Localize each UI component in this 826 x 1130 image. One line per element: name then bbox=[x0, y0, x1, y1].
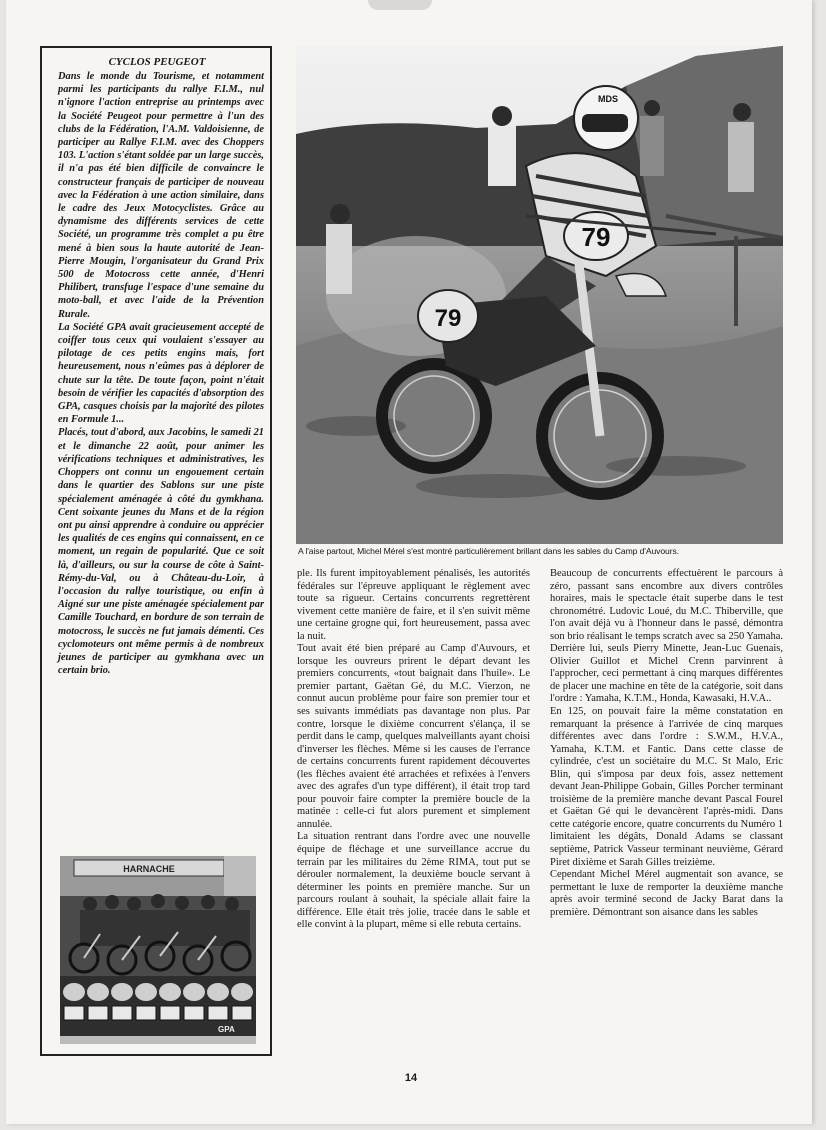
article-paragraph: En 125, on pouvait faire la même constatation en remarquant la présence à l'arrivée de cinq marques différentes avec dans l'ordre : S.W.M., H.V.A., Yamaha, K.T.M. et Fantic. Dans cette classe de cylindrée, c'est un sociétaire du M.C. St Malo, Eric Blin, qui s'imposa par deux fois, assez nettement devant Jean-Philippe Gobain, Gilles Porcher terminant troisième de la première manche devant Pascal Fourel et Gaëtan Gé qui le devancèrent l'après-midi. Dans cette catégorie encore, quatre concurrents du Numéro 1 limitaient les dégâts, Donald Adams se classant septième, Patrick Vasseur terminant neuvième, Gérard Piret dixième et Sarah Gilles treizième. bbox=[550, 706, 783, 868]
choppers-photo bbox=[60, 856, 256, 1044]
side-number-plate: 79 bbox=[434, 305, 462, 332]
helmet-text: MDS bbox=[598, 94, 618, 104]
sidebar-title: CYCLOS PEUGEOT bbox=[108, 56, 206, 68]
article-paragraph: La situation rentrant dans l'ordre avec une nouvelle équipe de fléchage et une surveillance accrue du terrain par les militaires du 2ème RIMA, tout put se dérouler normalement, la deuxième boucle servant à déterminer les points en première manche. Sur un parcours roulant à souhait, la spéciale allait faire la différence. Elle était très jolie, tracée dans le sable et elle convint à la plupart, même si elle rebuta certains. bbox=[297, 831, 530, 931]
front-number-plate: 79 bbox=[581, 222, 611, 252]
sidebar-paragraph: Placés, tout d'abord, aux Jacobins, le samedi 21 et le dimanche 22 août, pour animer les vérifications techniques et administratives, les Choppers ont connu un engouement certain dans le quartier des Sablons sur une piste spécialement aménagée à côté du gymkhana. Cent soixante jeunes du Mans et de la région ont pu ainsi apprendre à conduire ou apprécier les qualités de ces engins qui connaissent, en ce moment, un regain de popularité. Que ce soit là, d'ailleurs, ou sur la course de côte à Saint-Rémy-du-Val, ou à Château-du-Loir, à l'occasion du rallye touristique, ou enfin à Aigné sur une piste aménagée spécialement par Camille Touchard, en bordure de son terrain de motocross, le succès ne fut jamais démenti. Ces cyclomoteurs ont même permis à de nombreux jeunes de participer au gymkhana avec un certain brio. bbox=[58, 427, 264, 677]
sidebar-paragraph: La Société GPA avait gracieusement accepté de coiffer tous ceux qui voulaient s'essayer au pilotage de ces petits engins mais, fort heureusement, nous n'eûmes pas à déplorer de chute sur la tête. De toute façon, point n'était besoin de vérifier les capacités d'absorption des GPA, casques choisis par la majorité des pilotes en Formule 1... bbox=[58, 321, 264, 426]
gpa-logo-text: GPA bbox=[218, 1025, 235, 1034]
article-paragraph: Tout avait été bien préparé au Camp d'Auvours, et lorsque les ouvreurs prirent le départ devant les premiers concurrents, «tout baignait dans l'huile». Le premier partant, Gaëtan Gé, du M.C. Vierzon, ne connut aucun problème pour faire son premier tour et ses suivants immédiats pas davantage non plus. Par contre, lorsque le dixième concurrent s'élança, il se perdit dans le camp, quelques malveillants ayant choisi d'inverser les flèches. Même si les causes de l'errance de certains concurrents furent rapidement découvertes (les flèches avaient été arrachées et refixées à l'envers avec des agrafes d'un type différent), il était trop tard pour pouvoir faire compter la première boucle de la matinée : celle-ci fut alors purement et simplement annulée. bbox=[297, 643, 530, 830]
article-paragraph: Beaucoup de concurrents effectuèrent le parcours à zéro, passant sans encombre aux divers contrôles horaires, mais le spectacle était superbe dans le test chronométré. Ludovic Loué, du M.C. Thiberville, que l'on avait déjà vu à l'honneur dans le passé, démontra son brio réalisant le temps scratch avec sa 250 Yamaha. Derrière lui, seuls Pierry Minette, Jean-Luc Guenais, Olivier Guillot et Michel Crenn parvinrent à l'approcher, ceci permettant à cinq marques différentes de placer une machine en tête de la catégorie, soit dans l'ordre : Yamaha, K.T.M., Honda, Kawasaki, H.V.A.. bbox=[550, 568, 783, 705]
page-number: 14 bbox=[404, 1072, 418, 1084]
page-top-notch bbox=[368, 0, 432, 10]
sidebar-paragraph: Dans le monde du Tourisme, et notamment parmi les participants du rallye F.I.M., nul n'ignore l'action entreprise au printemps avec la Société Peugeot pour permettre à l'un des clubs de la Fédération, l'A.M. Valdoisienne, de participer au Rallye F.I.M. avec des Choppers 103. L'action s'étant soldée par un large succès, il n'a pas été bien difficile de convaincre le constructeur français de participer de nouveau avec la Fédération à une action similaire, dans le cadre des Jeux Motocyclistes. Grâce au dynamisme des différents services de cette Société, un programme très complet a pu être mené à bien sous la haute autorité de Jean-Pierre Mougin, l'organisateur du Grand Prix 500 de Motocross cette année, d'Henri Philibert, transfuge l'espace d'une semaine du moto-ball, et avec l'aide de la Prévention Rurale. bbox=[58, 71, 264, 320]
photo-caption: A l'aise partout, Michel Mérel s'est montré particulièrement brillant dans les sables du Camp d'Auvours. bbox=[298, 546, 679, 556]
motocross-photo bbox=[296, 46, 783, 544]
sidebar-text bbox=[58, 70, 264, 677]
article-paragraph: Cependant Michel Mérel augmentait son avance, se permettant le luxe de remporter la deuxième manche après avoir terminé second de Jacky Barat dans la première. Démontrant son aisance dans les sables bbox=[550, 869, 783, 918]
photo-sign-text: HARNACHE bbox=[123, 864, 175, 874]
article-column-2 bbox=[550, 568, 783, 919]
article-paragraph: ple. Ils furent impitoyablement pénalisés, les autorités fédérales sur l'épreuve appliquant le règlement avec toute sa rigueur. Certains concurrents regrettèrent vivement cette manière de faire, et il s'en suivit même une certaine grogne qui, fort heureusement, passa avec la nuit. bbox=[297, 568, 530, 642]
article-column-1 bbox=[297, 568, 530, 932]
